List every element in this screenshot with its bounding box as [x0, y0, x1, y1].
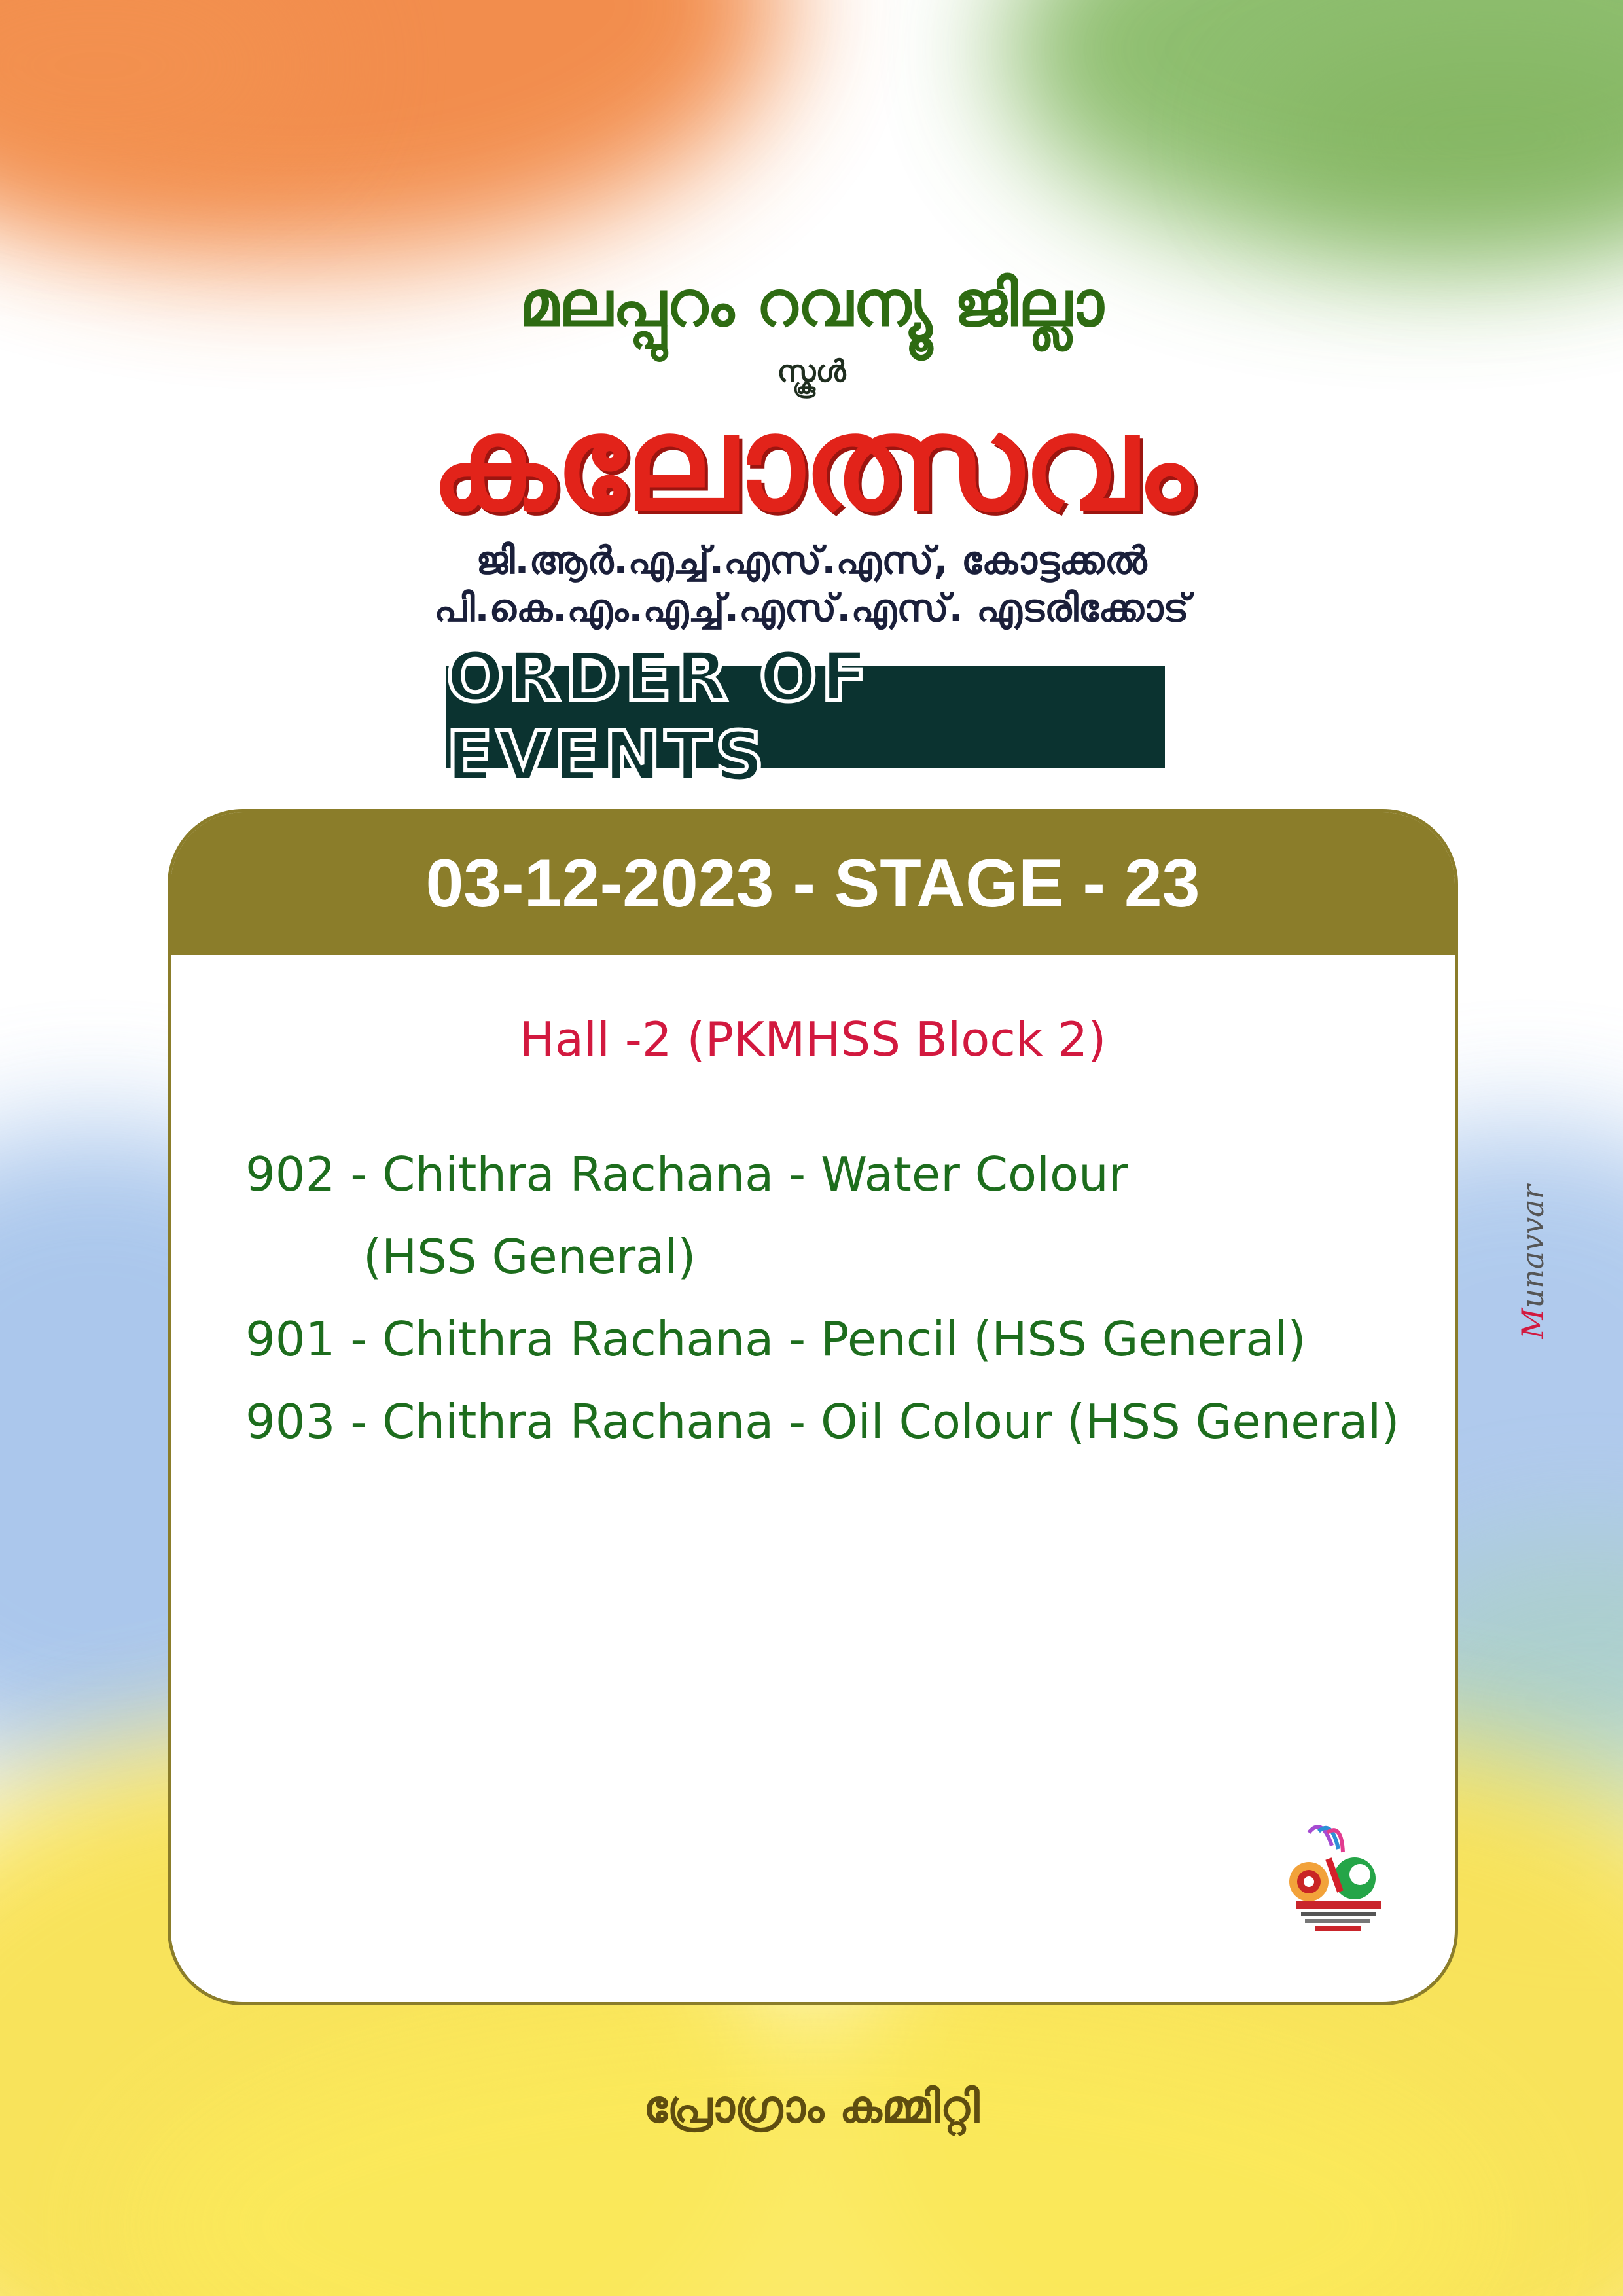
event-item: 901 - Chithra Rachana - Pencil (HSS General): [245, 1312, 1306, 1367]
date-stage-heading: 03-12-2023 - STAGE - 23: [425, 845, 1200, 922]
district-title: മലപ്പുറം റവന്യൂ ജില്ലാ: [519, 267, 1104, 340]
event-item: 903 - Chithra Rachana - Oil Colour (HSS General): [245, 1394, 1400, 1449]
school-subtitle: സ്കൂൾ: [777, 353, 846, 389]
event-item-continuation: (HSS General): [363, 1229, 696, 1284]
schedule-card: [168, 809, 1458, 2005]
order-of-events-banner: [446, 637, 1165, 797]
event-item: 902 - Chithra Rachana - Water Colour: [245, 1147, 1128, 1202]
kalolsavam-emblem-icon: [1283, 1820, 1387, 1937]
event-list: [245, 1133, 1399, 1463]
designer-signature-text: Munavvar: [1515, 1185, 1550, 1339]
order-of-events-label: ORDER OF EVENTS: [446, 637, 872, 797]
hall-name: Hall -2 (PKMHSS Block 2): [519, 1012, 1107, 1067]
program-committee-footer: പ്രോഗ്രാം കമ്മിറ്റി: [643, 2081, 980, 2133]
festival-logo-text: കലോത്സവം: [430, 386, 1193, 540]
venue-line-1: ജി.ആർ.എച്ച്.എസ്.എസ്, കോട്ടക്കൽ: [476, 538, 1147, 583]
schedule-card-header: [171, 812, 1455, 955]
venue-line-2: പി.കെ.എം.എച്ച്.എസ്.എസ്. എടരിക്കോട്: [434, 586, 1189, 630]
